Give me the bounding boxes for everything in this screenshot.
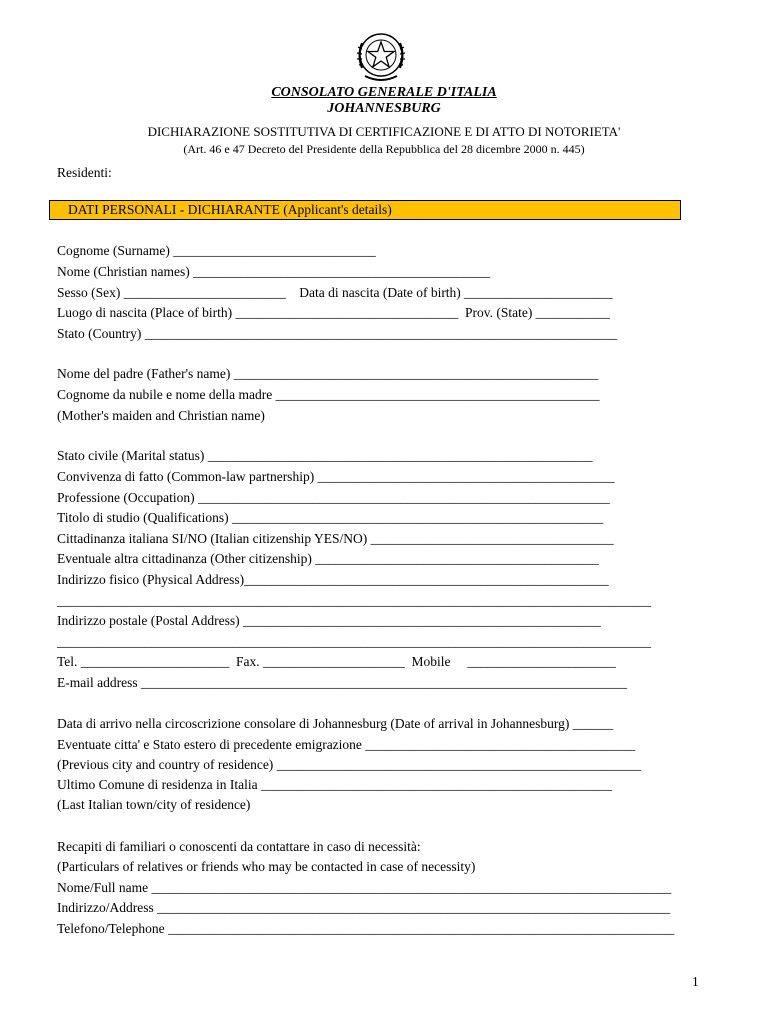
- mother-name-field[interactable]: Cognome da nubile e nome della madre ________________________________________________: [57, 387, 600, 402]
- email-field[interactable]: E-mail address ________________________________________________________________________: [57, 675, 627, 690]
- previous-residence-field[interactable]: (Previous city and country of residence) ______________________________________________________: [57, 757, 642, 772]
- postal-address-line-2[interactable]: ________________________________________________________________________________________: [57, 634, 651, 649]
- form-title: DICHIARAZIONE SOSTITUTIVA DI CERTIFICAZIONE E DI ATTO DI NOTORIETA': [147, 124, 621, 139]
- other-citizenship-field[interactable]: Eventuale altra cittadinanza (Other citizenship) __________________________________________: [57, 551, 599, 566]
- emblem-of-italy-icon: [349, 27, 413, 87]
- qualifications-field[interactable]: Titolo di studio (Qualifications) _______________________________________________________: [57, 510, 604, 525]
- contact-telephone-field[interactable]: Telefono/Telephone ___________________________________________________________________________: [57, 921, 675, 936]
- sex-dob-field[interactable]: Sesso (Sex) ________________________ Data di nascita (Date of birth) ______________________: [57, 285, 613, 300]
- surname-field[interactable]: Cognome (Surname) ______________________________: [57, 243, 376, 258]
- last-comune-field[interactable]: Ultimo Comune di residenza in Italia ____________________________________________________: [57, 777, 612, 792]
- citizenship-field[interactable]: Cittadinanza italiana SI/NO (Italian citizenship YES/NO) ____________________________________: [57, 531, 614, 546]
- mother-name-caption: (Mother's maiden and Christian name): [57, 408, 265, 423]
- residenti-label: Residenti:: [57, 165, 112, 180]
- contacts-heading-en: (Particulars of relatives or friends who may be contacted in case of necessity): [57, 859, 476, 874]
- arrival-date-field[interactable]: Data di arrivo nella circoscrizione consolare di Johannesburg (Date of arrival in Johannesburg) ______: [57, 716, 614, 731]
- country-field[interactable]: Stato (Country) ______________________________________________________________________: [57, 326, 618, 341]
- physical-address-line-2[interactable]: ________________________________________________________________________________________: [57, 593, 651, 608]
- marital-status-field[interactable]: Stato civile (Marital status) _________________________________________________________: [57, 448, 593, 463]
- occupation-field[interactable]: Professione (Occupation) _____________________________________________________________: [57, 490, 610, 505]
- father-name-field[interactable]: Nome del padre (Father's name) ______________________________________________________: [57, 366, 599, 381]
- birthplace-field[interactable]: Luogo di nascita (Place of birth) _________________________________ Prov. (State) ___________: [57, 305, 610, 320]
- contacts-heading: Recapiti di familiari o conoscenti da contattare in caso di necessità:: [57, 839, 421, 854]
- contact-full-name-field[interactable]: Nome/Full name _____________________________________________________________________________: [57, 880, 672, 895]
- postal-address-field[interactable]: Indirizzo postale (Postal Address) _____________________________________________________: [57, 613, 601, 628]
- physical-address-field[interactable]: Indirizzo fisico (Physical Address)______________________________________________________: [57, 572, 609, 587]
- last-town-caption: (Last Italian town/city of residence): [57, 797, 251, 812]
- names-field[interactable]: Nome (Christian names) ____________________________________________: [57, 264, 491, 279]
- contact-address-field[interactable]: Indirizzo/Address ____________________________________________________________________________: [57, 900, 671, 915]
- consulate-city: JOHANNESBURG: [327, 101, 441, 116]
- previous-emigration-field[interactable]: Eventuate citta' e Stato estero di precedente emigrazione ________________________________________: [57, 737, 636, 752]
- legal-reference: (Art. 46 e 47 Decreto del Presidente della Repubblica del 28 dicembre 2000 n. 445): [183, 142, 585, 156]
- page-number: 1: [692, 974, 699, 989]
- tel-fax-mobile-field[interactable]: Tel. ______________________ Fax. _____________________ Mobile ______________________: [57, 654, 616, 669]
- consulate-title: CONSOLATO GENERALE D'ITALIA: [271, 85, 497, 100]
- section-header-personal-data: DATI PERSONALI - DICHIARANTE (Applicant's details): [49, 200, 681, 220]
- partnership-field[interactable]: Convivenza di fatto (Common-law partnership) ____________________________________________: [57, 469, 615, 484]
